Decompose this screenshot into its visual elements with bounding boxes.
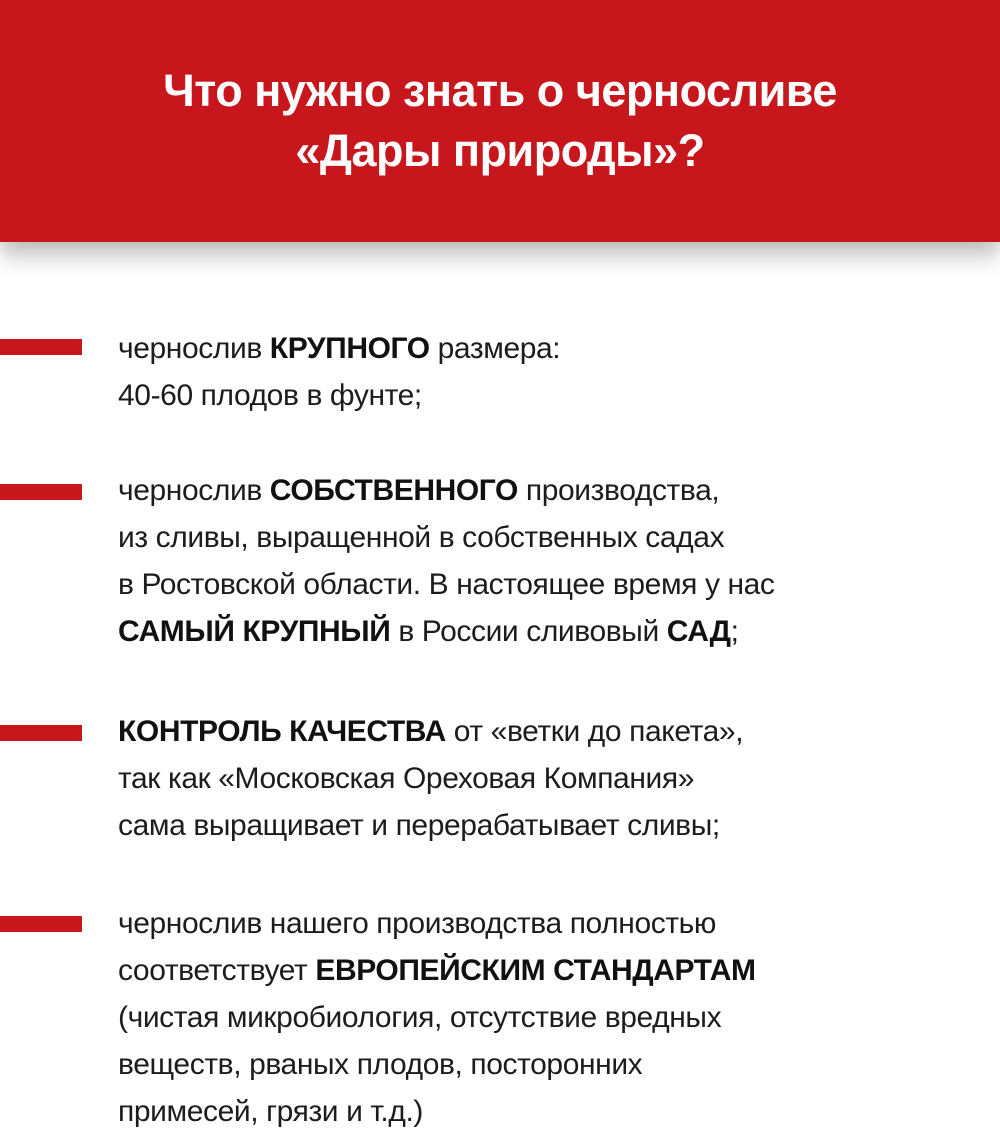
fact-line: сама выращивает и перерабатывает сливы; <box>118 809 720 842</box>
text-run: чернослив <box>118 332 270 365</box>
fact-line: веществ, рваных плодов, посторонних <box>118 1048 643 1081</box>
bullet-bar <box>0 916 82 932</box>
fact-line: из сливы, выращенной в собственных садах <box>118 521 725 554</box>
highlight-text: САД <box>666 615 731 648</box>
bullet-bar <box>0 725 82 741</box>
bullet-bar <box>0 484 82 500</box>
fact-line <box>118 708 988 755</box>
fact-line <box>118 608 988 655</box>
text-run: от «ветки до пакета», <box>445 715 744 748</box>
fact-text <box>118 325 988 419</box>
fact-line: (чистая микробиология, отсутствие вредных <box>118 1001 722 1034</box>
fact-text <box>118 708 988 849</box>
fact-line <box>118 947 988 994</box>
fact-text <box>118 900 988 1135</box>
highlight-text: СОБСТВЕННОГО <box>269 474 518 507</box>
text-run: размера: <box>429 332 561 365</box>
text-run: ; <box>730 615 739 648</box>
highlight-text: ЕВРОПЕЙСКИМ СТАНДАРТАМ <box>315 954 756 987</box>
bullet-bar <box>0 339 82 355</box>
fact-line: чернослив нашего производства полностью <box>118 907 717 940</box>
header-title-line-1: Что нужно знать о черносливе <box>163 65 837 116</box>
fact-line <box>118 325 988 372</box>
fact-line: так как «Московская Ореховая Компания» <box>118 762 694 795</box>
fact-line: 40-60 плодов в фунте; <box>118 379 422 412</box>
highlight-text: КОНТРОЛЬ КАЧЕСТВА <box>118 715 446 748</box>
highlight-text: САМЫЙ КРУПНЫЙ <box>118 615 391 648</box>
text-run: чернослив <box>118 474 270 507</box>
header-title-line-2: «Дары природы»? <box>295 125 705 176</box>
fact-text <box>118 467 988 655</box>
text-run: в России сливовый <box>390 615 667 648</box>
text-run: производства, <box>517 474 720 507</box>
highlight-text: КРУПНОГО <box>269 332 430 365</box>
fact-line: примесей, грязи и т.д.) <box>118 1095 423 1128</box>
text-run: соответствует <box>118 954 316 987</box>
fact-line: в Ростовской области. В настоящее время у нас <box>118 568 775 601</box>
fact-line <box>118 467 988 514</box>
